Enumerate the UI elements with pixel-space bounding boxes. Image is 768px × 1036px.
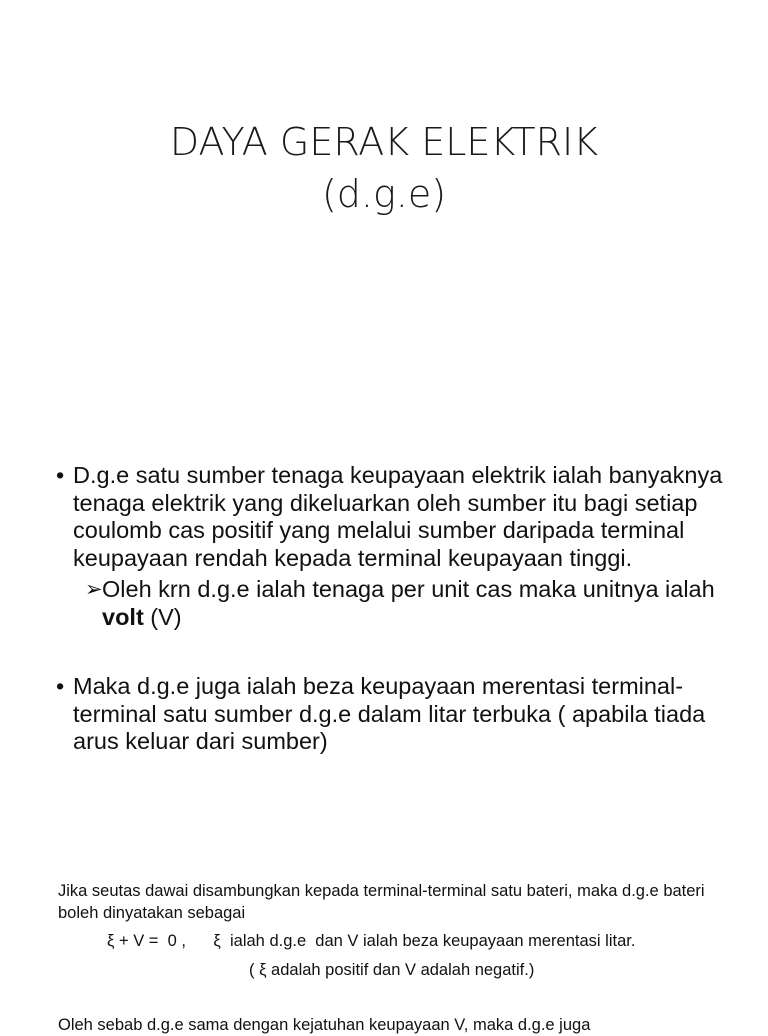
explanation-paragraph: Jika seutas dawai disambungkan kepada terminal-terminal satu bateri, maka d.g.e bateri boleh dinyatakan sebagai	[58, 882, 705, 922]
unit-name: volt	[102, 603, 144, 630]
bullet-dot-icon: •	[56, 462, 65, 488]
equation-line: ξ + V = 0 , ξ ialah d.g.e dan V ialah beza keupayaan merentasi litar.	[107, 932, 636, 950]
title-line-1: DAYA GERAK ELEKTRIK	[169, 120, 599, 164]
bullet-dot-icon: •	[56, 673, 65, 699]
bullet-list	[56, 462, 746, 756]
bullet-item-1	[56, 462, 746, 572]
bullet-text-1: D.g.e satu sumber tenaga keupayaan elektrik ialah banyaknya tenaga elektrik yang dikeluarkan oleh sumber itu bagi setiap coulomb cas positif yang melalui sumber daripada terminal keupayaan rendah kepada terminal keupayaan tinggi.	[73, 462, 723, 571]
bullet-item-2	[56, 673, 746, 756]
equation-note: ( ξ adalah positif dan V adalah negatif.)	[249, 961, 535, 979]
sub-bullet-item	[85, 576, 746, 631]
slide-title	[0, 116, 768, 220]
arrow-bullet-icon: ➢	[85, 578, 103, 601]
sub-bullet-text-start: Oleh krn d.g.e ialah tenaga per unit cas maka unitnya ialah	[102, 576, 715, 602]
sub-bullet-text-end: (V)	[143, 603, 182, 630]
bullet-text-2: Maka d.g.e juga ialah beza keupayaan merentasi terminal-terminal satu sumber d.g.e dalam litar terbuka ( apabila tiada arus keluar dari sumber)	[73, 673, 706, 754]
partially-visible-text: Oleh sebab d.g.e sama dengan kejatuhan keupayaan V, maka d.g.e juga	[58, 1016, 591, 1034]
title-line-2: (d.g.e)	[321, 172, 447, 216]
